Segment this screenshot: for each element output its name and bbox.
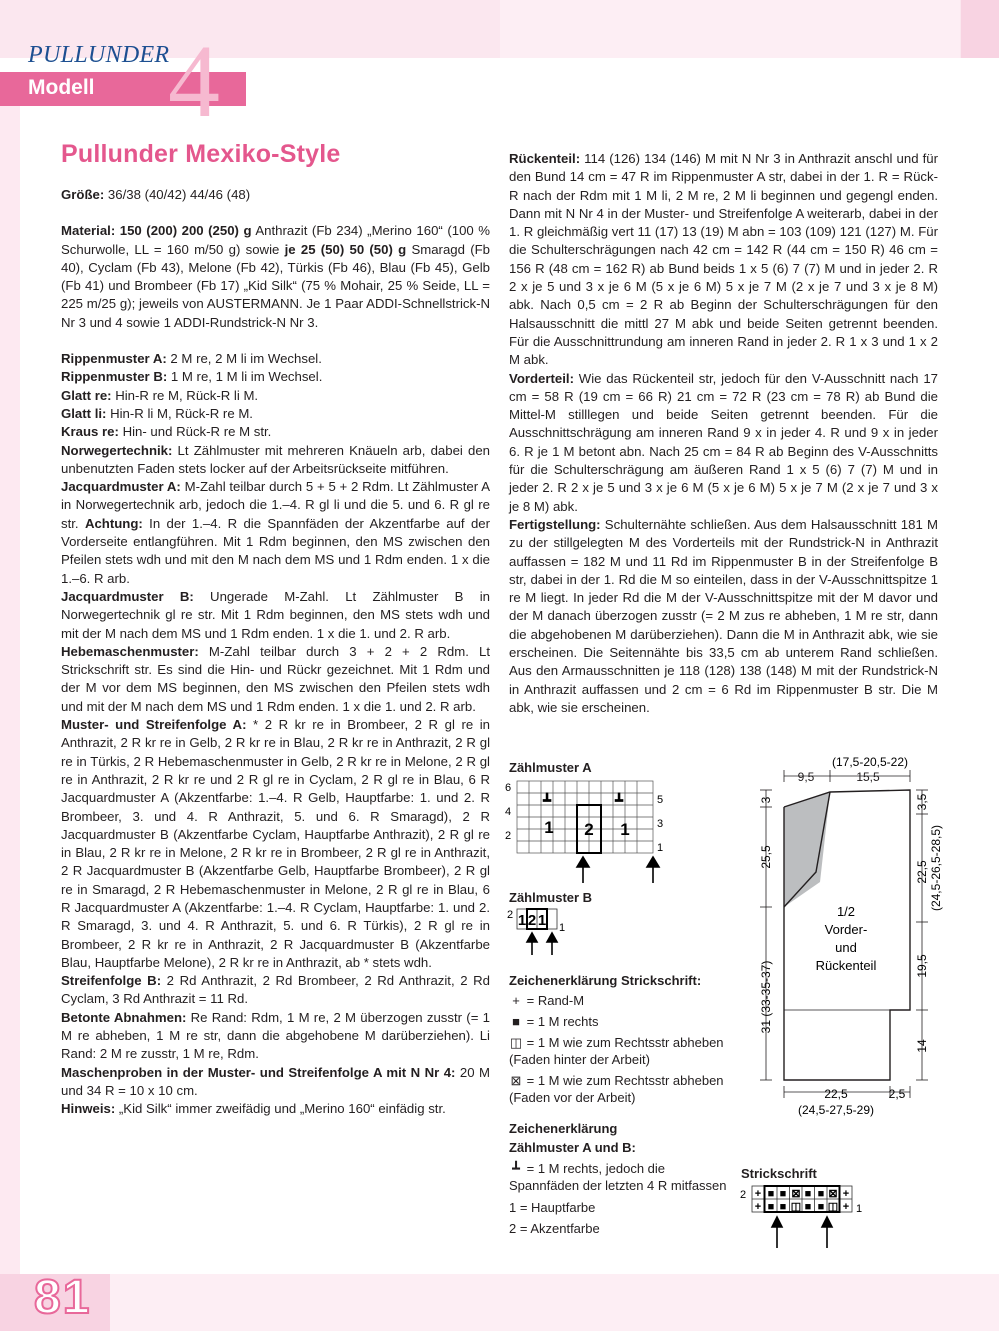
svg-text:■: ■ (804, 1188, 812, 1200)
legend-item: ■ = 1 M rechts (509, 1013, 599, 1030)
bold-term: Vorderteil: (509, 370, 574, 386)
legend-strickschrift-title: Zeichenerklärung Strickschrift: (509, 973, 702, 988)
paragraph (61, 1100, 490, 1118)
bold-term: Glatt re: (61, 387, 112, 403)
svg-text:■: ■ (817, 1188, 825, 1200)
row-label: 4 (505, 806, 512, 818)
bold-term: Rippenmuster A: (61, 351, 167, 367)
svg-text:◫: ◫ (790, 1201, 802, 1213)
dim-label: 22,5 (824, 1087, 848, 1101)
paragraph (61, 423, 490, 441)
body-text: Ungerade M-Zahl. Lt Zählmuster B in Norwegertechnik gl re str. Mit 1 Rdm beginnen, den MS stets wdh und mit der M nach dem MS und 1 Rdm enden. 1 x die 1. und 2. R arb. (61, 588, 490, 641)
bold-term: Kraus re: (61, 424, 119, 440)
strickschrift-title: Strickschrift (741, 1166, 817, 1181)
tuck-stitch-mark: ┻ (543, 793, 551, 808)
svg-text:⊠: ⊠ (828, 1188, 838, 1200)
svg-text:■: ■ (779, 1188, 787, 1200)
svg-text:■: ■ (779, 1201, 787, 1213)
garment-schematic (740, 752, 980, 1122)
row-label: 5 (657, 794, 664, 806)
dim-label: (17,5-20,5-22) (831, 755, 909, 769)
body-text: Anthrazit (Fb 234) „Merino 160“ (100 % Schurwolle, LL = 160 m/50 g) sowie (61, 223, 490, 257)
zaehlmuster-a-title: Zählmuster A (509, 760, 592, 775)
body-text: * 2 R kr re in Brombeer, 2 R gl re in Anthrazit, 2 R kr re in Gelb, 2 R kr re in Blau, 2 R kr re in Anthrazit, 2 R gl re in Türkis, 2 R Hebemaschenmuster in Gelb, 2 R kr re in Melone, 2 R gl re in Anthrazit, 2 R kr re und 2 R gl re in Cyclam, 2 R gl re in Blau, 6 R Jacquardmuster A (Akzentfarbe: 1.–4. R Gelb, Hauptfarbe: 1. und 2. R Brombeer, 3. und 4. R Anthrazit, 5. und 6. R Smaragd), 2 R Jacquardmuster B (Akzentfarbe Cyclam, Hauptfarbe Anthrazit), 2 R gl re in Blau, 2 R kr re in Melone, 2 R kr re in Brombeer, 2 R gl re in Anthrazit, 2 R Jacquardmuster B (Akzentfarbe Gelb, Hauptfarbe Brombeer), 2 R gl re in Smaragd, 2 R Hebemaschenmuster in Melone, 2 R gl re in Blau, 6 R Jacquardmuster A (Akzentfarbe: 1.–4. R Cyclam, Hauptfarbe: 1. und 2. R Smaragd, 3. und 4. R Anthrazit, 5. und 6. R Türkis), 2 R gl re in Brombeer, 2 R kr re in Anthrazit, 2 R Jacquardmuster B (Akzentfarbe Blau, Hauptfarbe Melone), 2 R kr re in Anthrazit, ab * stets wdh. (61, 717, 490, 970)
top-band-corner (961, 0, 999, 58)
cell-number: 1 (544, 818, 554, 837)
paragraph (61, 1064, 490, 1101)
dim-label: 25,5 (759, 845, 773, 869)
row-label: 1 (559, 922, 566, 934)
strickschrift-chart (738, 1182, 868, 1252)
row-label: 2 (740, 1189, 747, 1201)
body-text: 36/38 (40/42) 44/46 (48) (104, 187, 251, 202)
dim-label: 3,5 (915, 793, 929, 811)
paragraph (61, 716, 490, 972)
legend-item: + = Rand-M (509, 992, 584, 1009)
slip-stitch-back-icon: ◫ (509, 1035, 523, 1050)
bold-term: Material: 150 (200) 200 (250) g (61, 223, 252, 239)
paragraph (61, 368, 490, 386)
row-label: 2 (505, 830, 512, 842)
center-label: Rückenteil (815, 958, 877, 973)
dim-label: 14 (915, 1039, 929, 1053)
paragraph (61, 1009, 490, 1064)
cell-number: 2 (584, 820, 594, 839)
series-label: PULLUNDER (28, 42, 170, 68)
svg-text:+: + (842, 1188, 850, 1200)
zaehlmuster-b-title: Zählmuster B (509, 890, 593, 905)
bold-term: Achtung: (84, 515, 143, 531)
bold-term: Jacquardmuster B: (61, 588, 194, 604)
dim-label: (24,5-27,5-29) (797, 1103, 875, 1117)
bold-term: Größe: (61, 187, 105, 202)
dim-label: 15,5 (856, 770, 880, 784)
svg-text:⊠: ⊠ (791, 1188, 801, 1200)
tuck-stitch-icon: ┻ (512, 1161, 520, 1176)
paragraph-gap (61, 332, 490, 350)
body-text: Hin- und Rück-R re M str. (118, 424, 272, 440)
tuck-stitch-mark: ┻ (615, 793, 623, 808)
top-band-pale (500, 0, 960, 58)
svg-text:+: + (754, 1201, 762, 1213)
body-text: „Kid Silk“ immer zweifädig und „Merino 160“ einfädig str. (115, 1101, 446, 1117)
bold-term: Norwegertechnik: (61, 442, 173, 458)
row-label: 3 (657, 818, 664, 830)
bold-term: Fertigstellung: (509, 516, 601, 532)
left-text-column (61, 186, 490, 1119)
body-text: Smaragd (Fb 40), Cyclam (Fb 43), Melone (Fb 42), Türkis (Fb 46), Blau (Fb 45), Gelb (Fb 41) und Brombeer (Fb 17) „Kid Silk“ (75 % Mohair, 25 % Seide, LL = 225 m/25 g); jeweils von AUSTERMANN. Je 1 Paar ADDI-Schnellstrick-N Nr 3 und 4 sowie 1 ADDI-Rundstrick-N Nr 3. (61, 241, 490, 330)
body-text: 1 M re, 1 M li im Wechsel. (167, 369, 323, 385)
body-text: Wie das Rückenteil str, jedoch für den V-Ausschnitt nach 17 cm = 58 R (19 cm = 66 R) 21 cm = 72 R (23 cm = 78 R) ab Bund die Mittel-M stilllegen und beide Seiten getrennt beenden. Für die Ausschnittschrägung am inneren Rand 9 x in jeder 4. R und 9 x in jeder 6. R je 1 M betont abn. Nach 25 cm = 84 R ab Beginn des V-Ausschnitts für die Schulterschrägung am äußeren Rand 1 x 5 (6) 7 (7) M und in jeder 2. R 2 x je 5 und 3 x je 6 M (5 x je 6 M) 5 x je 7 M (2 x je 7 und 3 x je 8 M) abk. (509, 370, 938, 514)
legend-item: 2 = Akzentfarbe (509, 1221, 600, 1236)
row-label: 1 (856, 1203, 863, 1215)
row-label: 1 (657, 842, 664, 854)
paragraph (61, 186, 490, 204)
svg-text:■: ■ (804, 1201, 812, 1213)
body-text: Hin-R li M, Rück-R re M. (106, 405, 253, 421)
slip-stitch-front-icon: ⊠ (510, 1073, 522, 1088)
paragraph (509, 150, 938, 370)
row-label: 6 (505, 782, 512, 794)
edge-stitch-icon: + (512, 993, 520, 1008)
dim-label: 22,5 (915, 860, 929, 884)
center-label: 1/2 (836, 904, 856, 919)
neckline-shading (784, 792, 830, 907)
svg-text:■: ■ (767, 1188, 775, 1200)
body-text: 2 M re, 2 M li im Wechsel. (166, 351, 322, 367)
legend-item: ⊠ = 1 M wie zum Rechtsstr abheben (Faden vor der Arbeit) (509, 1073, 724, 1105)
paragraph (61, 442, 490, 479)
bold-term: Hebemaschenmuster: (61, 643, 199, 659)
paragraph (61, 972, 490, 1009)
cell-number: 1 (517, 912, 527, 929)
paragraph (509, 516, 938, 717)
right-text-column (509, 150, 938, 717)
paragraph (509, 370, 938, 516)
bold-term: Streifenfolge B: (61, 973, 162, 989)
body-text: 20 M und 34 R = 10 x 10 cm. (61, 1064, 490, 1098)
center-label: Vorder- (824, 922, 868, 937)
bold-term: Rückenteil: (509, 151, 581, 166)
cell-number: 1 (620, 820, 630, 839)
page-title: Pullunder Mexiko-Style (61, 140, 341, 168)
paragraph (61, 478, 490, 588)
svg-text:+: + (842, 1201, 850, 1213)
dim-label: 2,5 (888, 1087, 906, 1101)
paragraph-gap (61, 204, 490, 222)
paragraph (61, 387, 490, 405)
cell-number: 2 (527, 912, 537, 929)
body-text: Hin-R re M, Rück-R li M. (111, 387, 259, 403)
paragraph (61, 350, 490, 368)
center-label: und (835, 940, 857, 955)
row-label: 2 (507, 909, 514, 921)
cell-number: 1 (537, 912, 547, 929)
bold-term: Muster- und Streifenfolge A: (61, 717, 247, 733)
knit-stitch-icon: ■ (512, 1014, 520, 1029)
legend-ab-subtitle: Zählmuster A und B: (509, 1140, 636, 1155)
bold-term: Maschenproben in der Muster- und Streifenfolge A mit N Nr 4: (61, 1064, 456, 1080)
dim-label: 19,5 (915, 954, 929, 978)
svg-text:■: ■ (767, 1201, 775, 1213)
modell-number: 4 (168, 24, 220, 139)
bold-term: Betonte Abnahmen: (61, 1009, 187, 1025)
bold-term: Glatt li: (61, 405, 107, 421)
legend-item: ┻ = 1 M rechts, jedoch die Spannfäden der letzten 4 R mitfassen (509, 1161, 727, 1193)
bottom-band (0, 1274, 999, 1331)
zaehlmuster-a-chart (505, 775, 675, 887)
legend-ab-title: Zeichenerklärung (509, 1121, 618, 1136)
body-text: Re Rand: Rdm, 1 M re, 2 M überzogen zusstr (= 1 M re abheben, 1 M re str, dann die abgehobene M darüberziehen). Li Rand: 2 M re zusstr, 1 M re, Rdm. (61, 1009, 490, 1062)
paragraph (61, 222, 490, 332)
bold-term: Hinweis: (61, 1101, 116, 1117)
bold-term: Jacquardmuster A: (61, 479, 181, 495)
body-text: Lt Zählmuster mit mehreren Knäueln arb, dabei den unbenutzten Faden stets locker auf der Arbeitsrückseite mitführen. (61, 442, 490, 476)
dim-label: 9,5 (797, 770, 815, 784)
body-text: Schulternähte schließen. Aus dem Halsausschnitt 181 M zu der stillgelegten M des Vorderteils mit der Rundstrick-N in Anthrazit auffassen = 182 M und 11 Rd im Rippenmuster B in der Streifenfolge B str, dabei in der 1. Rd die M so einteilen, dass in der V-Ausschnittspitze 1 re M liegt. In jeder Rd die M der V-Ausschnittspitze mit der M davor und der M danach überzogen zusstr (= 2 M zus re abheben, 1 M re str, dann die abgehobenen M darüberziehen). Dann die M in Anthrazit abk, wie sie erscheinen. Die Seitennähte bis 33,5 cm ab unterem Rand schließen. Aus den Armausschnitten je 118 (128) 138 (148) M mit der Rundstrick-N in Anthrazit auffassen und 2 cm = 6 Rd im Rippenmuster B str. Die M abk, wie sie erscheinen. (509, 516, 938, 715)
modell-label: Modell (28, 76, 95, 99)
svg-text:◫: ◫ (827, 1201, 839, 1213)
zaehlmuster-b-chart (505, 905, 575, 957)
svg-text:+: + (754, 1188, 762, 1200)
paragraph (61, 588, 490, 643)
legend-item: ◫ = 1 M wie zum Rechtsstr abheben (Faden hinter der Arbeit) (509, 1035, 724, 1067)
body-text: M-Zahl teilbar durch 3 + 2 + 2 Rdm. Lt Strickschrift str. Es sind die Hin- und Rückr gezeichnet. Mit 1 Rdm und der M vor dem MS beginnen, den MS zwischen den Pfeilen stets wdh und mit der M nach dem MS und 1 Rdm enden. 1 x die 1. und 2. R arb. (61, 643, 490, 714)
page-number: 81 (34, 1271, 92, 1324)
dim-label: 31 (33-35-37) (759, 960, 773, 1034)
body-text: In der 1.–4. R die Spannfäden der Akzentfarbe auf der Vorderseite entlangführen. Mit 1 Rdm beginnen, den MS zwischen den Pfeilen stets wdh und mit den M nach dem MS und 1 Rdm enden. 1 x die 1.–6. R arb. (61, 515, 490, 586)
body-text: M-Zahl teilbar durch 5 + 5 + 2 Rdm. Lt Zählmuster A in Norwegertechnik arb, jedoch die 1.–4. R gl li und die 5. und 6. R gl re str. (61, 479, 490, 531)
bold-term: je 25 (50) 50 (50) g (284, 241, 407, 257)
paragraph (61, 643, 490, 716)
left-stripe (0, 106, 20, 1331)
dim-label: 3 (759, 796, 773, 804)
paragraph (61, 405, 490, 423)
svg-text:■: ■ (817, 1201, 825, 1213)
body-text: 114 (126) 134 (146) M mit N Nr 3 in Anthrazit anschl und für den Bund 14 cm = 47 R im Rippenmuster A str, dabei in der 1. R = Rück-R nach der Rdm mit 1 M li, 2 M re, 2 M li beginnen und gegengl enden. Dann mit N Nr 4 in der Muster- und Streifenfolge A weiterarb, dabei in der 1. R gleichmäßig vert 11 (17) 13 (19) M abn = 103 (109) 121 (127) M. Für die Schulterschrägungen nach 42 cm = 142 R (44 cm = 150 R) 46 cm = 156 R (48 cm = 162 R) ab Bund beids 1 x 5 (6) 7 (7) M und in jeder 2. R 2 x je 5 und 3 x je 6 M (5 x je 6 M) 5 x je 7 M (2 x je 7 und 3 x je 8 M) abk. Nach 0,5 cm = 2 R ab Beginn der Schulterschrägungen für den Halsausschnitt die mittl 27 M abk und beide Seiten getrennt beenden. Für die Ausschnittrundung am inneren Rand in jeder 2. R 1 x 3 und 1 x 2 M abk. (509, 151, 938, 368)
legend-item: 1 = Hauptfarbe (509, 1200, 596, 1215)
bold-term: Rippenmuster B: (61, 369, 168, 385)
body-text: 2 Rd Anthrazit, 2 Rd Brombeer, 2 Rd Anthrazit, 2 Rd Cyclam, 3 Rd Anthrazit = 11 Rd. (61, 973, 490, 1007)
dim-label: (24,5-26,5-28,5) (929, 824, 943, 912)
